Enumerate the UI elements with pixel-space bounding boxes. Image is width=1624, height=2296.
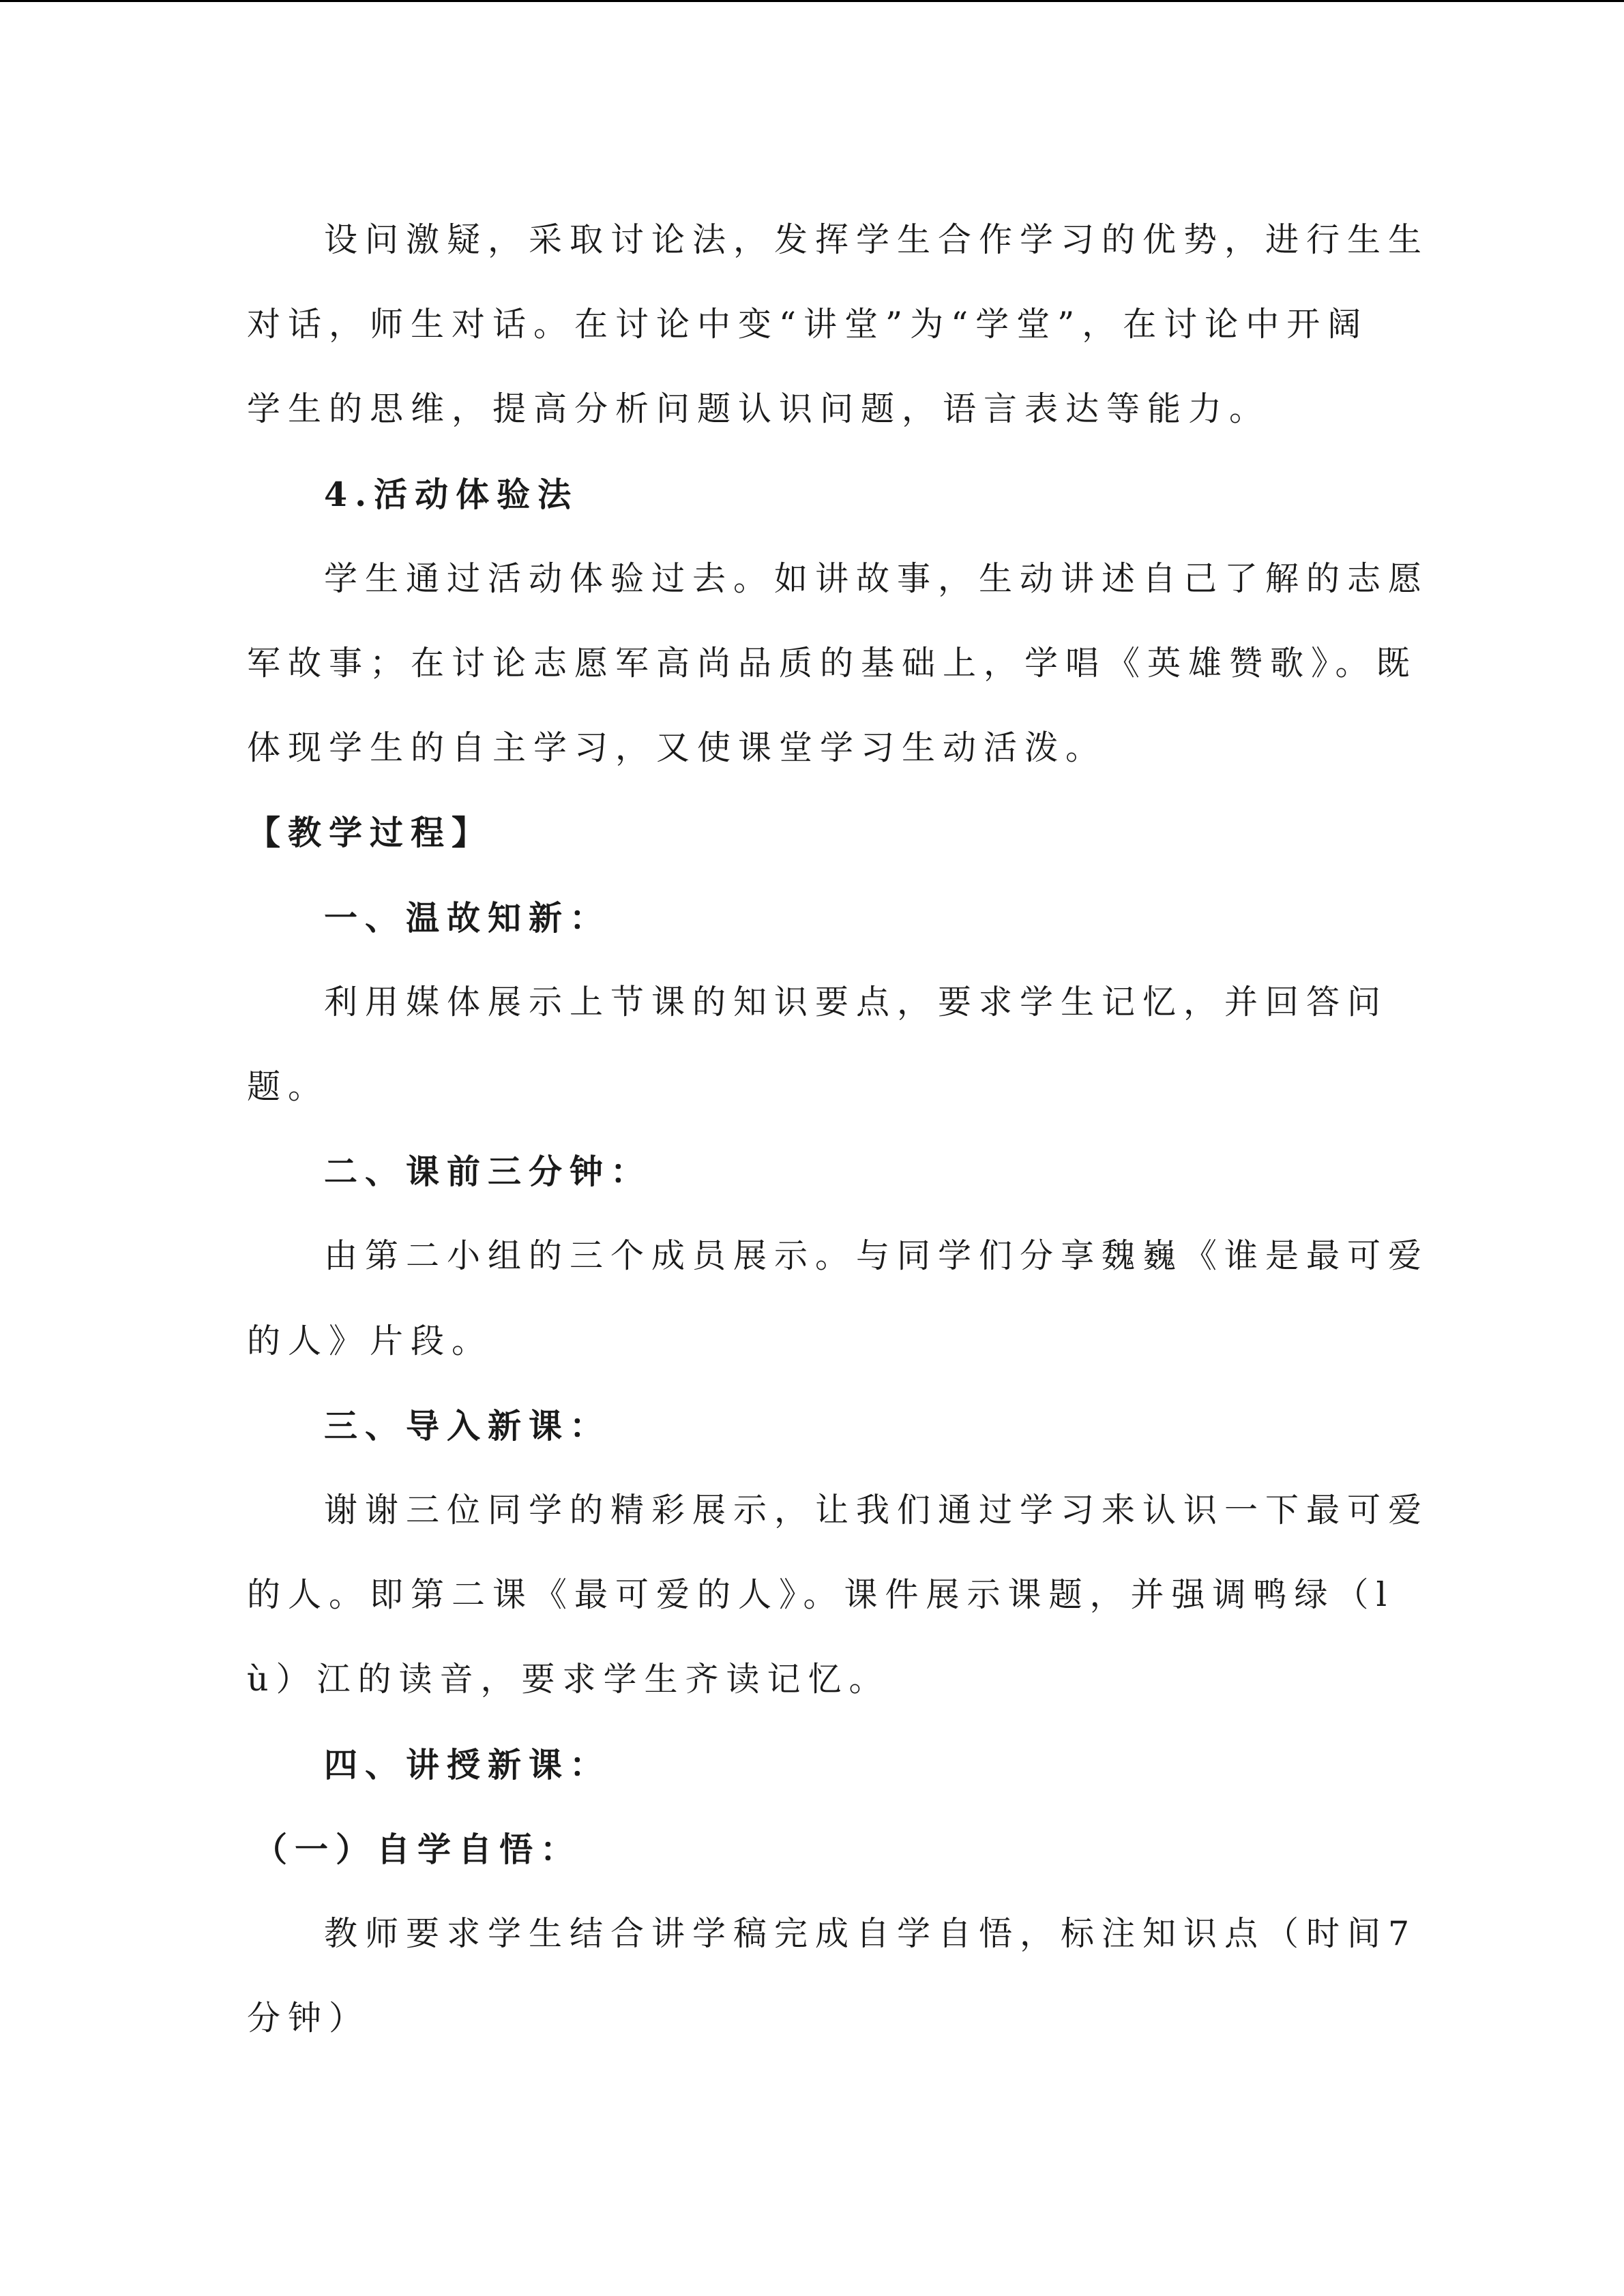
- paragraph-line: 学生通过活动体验过去。如讲故事，生动讲述自己了解的志愿: [324, 559, 1430, 598]
- paragraph-line: 的人》片段。: [247, 1322, 493, 1360]
- paragraph-line: 学生的思维，提高分析问题认识问题，语言表达等能力。: [247, 389, 1271, 428]
- paragraph-line: 的人。即第二课《最可爱的人》。课件展示课题，并强调鸭绿（l: [247, 1575, 1395, 1614]
- section-heading: 二、课前三分钟：: [324, 1152, 652, 1191]
- section-heading: 三、导入新课：: [324, 1406, 611, 1446]
- paragraph-line: ù）江的读音，要求学生齐读记忆。: [247, 1660, 890, 1699]
- paragraph-line: 对话，师生对话。在讨论中变“讲堂”为“学堂”，在讨论中开阔: [247, 305, 1369, 344]
- paragraph-line: 由第二小组的三个成员展示。与同学们分享魏巍《谁是最可爱: [324, 1236, 1430, 1275]
- section-heading: 4.活动体验法: [324, 475, 579, 514]
- section-heading: 一、温故知新：: [324, 898, 611, 938]
- paragraph-line: 题。: [247, 1067, 329, 1106]
- paragraph-line: 分钟）: [247, 1999, 370, 2038]
- section-heading: 四、讲授新课：: [324, 1745, 611, 1785]
- section-heading: （一）自学自悟：: [254, 1830, 582, 1869]
- section-heading: 【教学过程】: [247, 813, 493, 852]
- paragraph-line: 设问激疑，采取讨论法，发挥学生合作学习的优势，进行生生: [324, 220, 1430, 259]
- paragraph-line: 体现学生的自主学习，又使课堂学习生动活泼。: [247, 728, 1107, 767]
- paragraph-line: 教师要求学生结合讲学稿完成自学自悟，标注知识点（时间7: [324, 1914, 1417, 1953]
- paragraph-line: 利用媒体展示上节课的知识要点，要求学生记忆，并回答问: [324, 983, 1389, 1022]
- paragraph-line: 军故事；在讨论志愿军高尚品质的基础上，学唱《英雄赞歌》。既: [247, 644, 1417, 683]
- paragraph-line: 谢谢三位同学的精彩展示，让我们通过学习来认识一下最可爱: [324, 1491, 1430, 1530]
- page-top-border: [0, 0, 1624, 2]
